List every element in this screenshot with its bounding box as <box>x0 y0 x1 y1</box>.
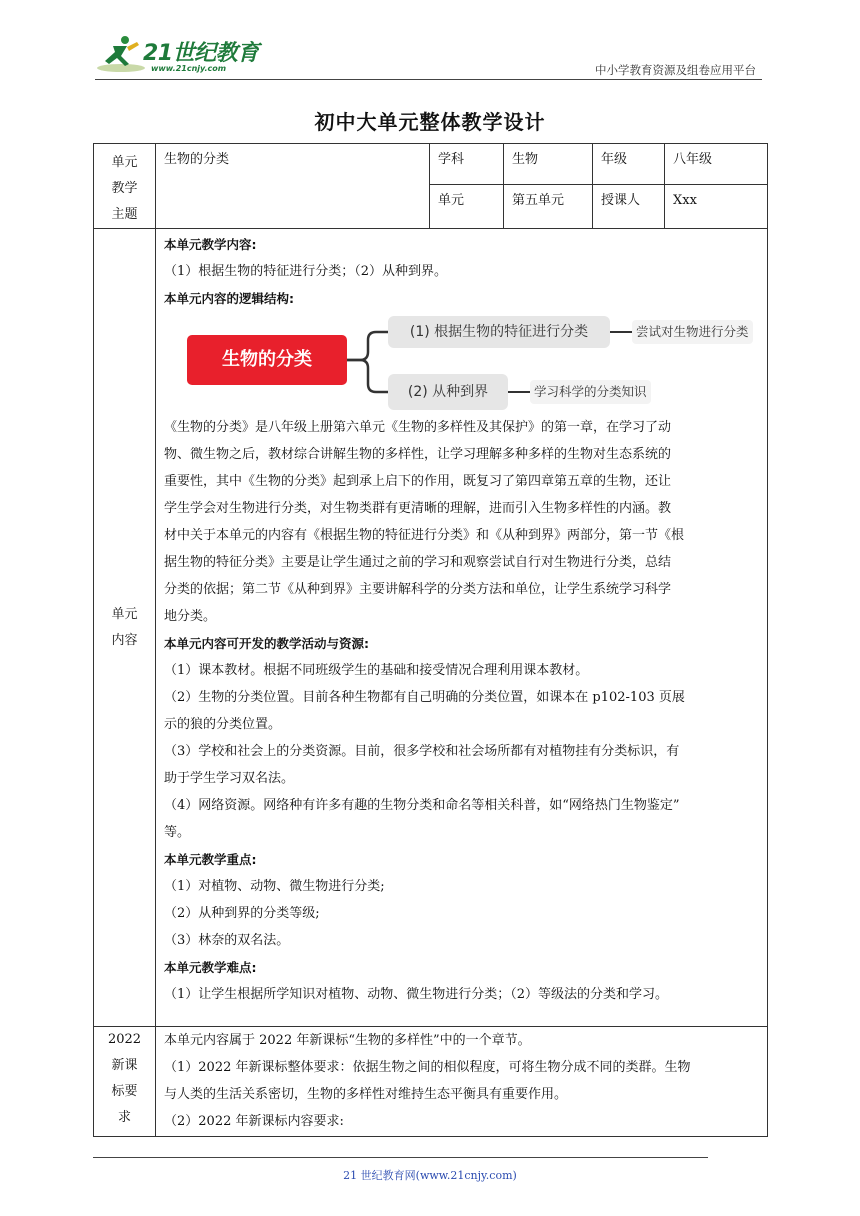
page-footer: 21 世纪教育网(www.21cnjy.com) <box>343 1169 517 1182</box>
key-point-line: （2）从种到界的分类等级; <box>164 906 320 921</box>
platform-name: 中小学教育资源及组卷应用平台 <box>595 63 756 77</box>
standard-line: （2）2022 年新课标内容要求: <box>164 1114 344 1129</box>
footer-divider <box>93 1157 708 1158</box>
unit-description <box>164 414 761 630</box>
label-line: 教学 <box>111 181 138 196</box>
content-line: （1）根据生物的特征进行分类；（2）从种到界。 <box>164 264 448 279</box>
mindmap-branch-2: (2) 从种到界 <box>388 374 508 410</box>
table-row <box>94 229 768 1027</box>
theme-value: 生物的分类 <box>156 144 430 229</box>
description-line: 据生物的特征分类》主要是让学生通过之前的学习和观察尝试自行对生物进行分类，总结 <box>164 555 672 570</box>
label-line: 单元 <box>111 155 138 170</box>
logo-text: 21世纪教育 <box>143 41 259 66</box>
standard-line: 与人类的生活关系密切，生物的多样性对维持生态平衡具有重要作用。 <box>164 1087 568 1102</box>
description-line: 《生物的分类》是八年级上册第六单元《生物的多样性及其保护》的第一章，在学习了动 <box>164 420 672 435</box>
label-line: 新课 <box>111 1058 138 1073</box>
row-label-content <box>94 229 156 1027</box>
mindmap-leaf-1: 尝试对生物进行分类 <box>632 320 753 344</box>
table-row <box>94 1027 768 1137</box>
description-line: 学生学会对生物进行分类，对生物类群有更清晰的理解，进而引入生物多样性的内涵。教 <box>164 501 672 516</box>
structure-title: 本单元内容的逻辑结构: <box>164 291 294 306</box>
grade-label: 年级 <box>593 144 665 185</box>
description-line: 分类的依据；第二节《从种到界》主要讲解科学的分类方法和单位，让学生系统学习科学 <box>164 582 672 597</box>
row-label-theme <box>94 144 156 229</box>
unit-label: 单元 <box>430 185 504 229</box>
activity-line: （3）学校和社会上的分类资源。目前，很多学校和社会场所都有对植物挂有分类标识，有 <box>164 744 680 759</box>
unit-value: 第五单元 <box>504 185 593 229</box>
standard-line: （1）2022 年新课标整体要求：依据生物之间的相似程度，可将生物分成不同的类群。生物 <box>164 1060 691 1075</box>
logo <box>95 34 285 78</box>
key-points-title: 本单元教学重点: <box>164 852 257 867</box>
header-divider <box>95 79 762 80</box>
difficulty-title: 本单元教学难点: <box>164 960 257 975</box>
teacher-value: Xxx <box>665 185 768 229</box>
standard-line: 本单元内容属于 2022 年新课标“生物的多样性”中的一个章节。 <box>164 1033 531 1048</box>
mindmap-branch-1: (1) 根据生物的特征进行分类 <box>388 316 610 348</box>
mindmap-leaf-2: 学习科学的分类知识 <box>530 380 651 404</box>
description-line: 材中关于本单元的内容有《根据生物的特征进行分类》和《从种到界》两部分，第一节《根 <box>164 528 685 543</box>
logo-url: www.21cnjy.com <box>151 64 227 73</box>
activity-line: 助于学生学习双名法。 <box>164 771 295 786</box>
activity-line: 等。 <box>164 825 191 840</box>
design-table <box>93 143 768 1137</box>
label-line: 2022 <box>107 1032 142 1047</box>
label-line: 标要 <box>111 1084 138 1099</box>
description-line: 重要性，其中《生物的分类》起到承上启下的作用，既复习了第四章第五章的生物，还让 <box>164 474 672 489</box>
activity-line: 示的狼的分类位置。 <box>164 717 282 732</box>
page-header <box>95 34 762 80</box>
teacher-label: 授课人 <box>593 185 665 229</box>
logic-mindmap <box>164 312 761 414</box>
mindmap-root: 生物的分类 <box>187 335 347 385</box>
content-title: 本单元教学内容: <box>164 237 257 252</box>
subject-value: 生物 <box>504 144 593 185</box>
page-title: 初中大单元整体教学设计 <box>314 110 546 134</box>
description-line: 物、微生物之后，教材综合讲解生物的多样性，让学习理解多种多样的生物对生态系统的 <box>164 447 672 462</box>
label-line: 内容 <box>111 632 138 648</box>
table-row <box>94 144 768 185</box>
unit-content-cell <box>156 229 768 1027</box>
standard-cell <box>156 1027 768 1137</box>
activity-line: （1）课本教材。根据不同班级学生的基础和接受情况合理利用课本教材。 <box>164 663 589 678</box>
grade-value: 八年级 <box>665 144 768 185</box>
key-point-line: （3）林奈的双名法。 <box>164 933 290 948</box>
activity-line: （2）生物的分类位置。目前各种生物都有自己明确的分类位置，如课本在 p102-103 页展 <box>164 690 685 705</box>
row-label-standard <box>94 1027 156 1137</box>
description-line: 地分类。 <box>164 609 217 624</box>
difficulty-line: （1）让学生根据所学知识对植物、动物、微生物进行分类；（2）等级法的分类和学习。 <box>164 987 669 1002</box>
key-point-line: （1）对植物、动物、微生物进行分类; <box>164 879 385 894</box>
label-line: 主题 <box>111 207 138 222</box>
runner-logo-icon <box>95 34 147 74</box>
activities-title: 本单元内容可开发的教学活动与资源: <box>164 636 369 651</box>
activity-line: （4）网络资源。网络种有许多有趣的生物分类和命名等相关科普，如“网络热门生物鉴定” <box>164 798 680 813</box>
subject-label: 学科 <box>430 144 504 185</box>
label-line: 单元 <box>111 606 138 622</box>
label-line: 求 <box>117 1110 131 1125</box>
